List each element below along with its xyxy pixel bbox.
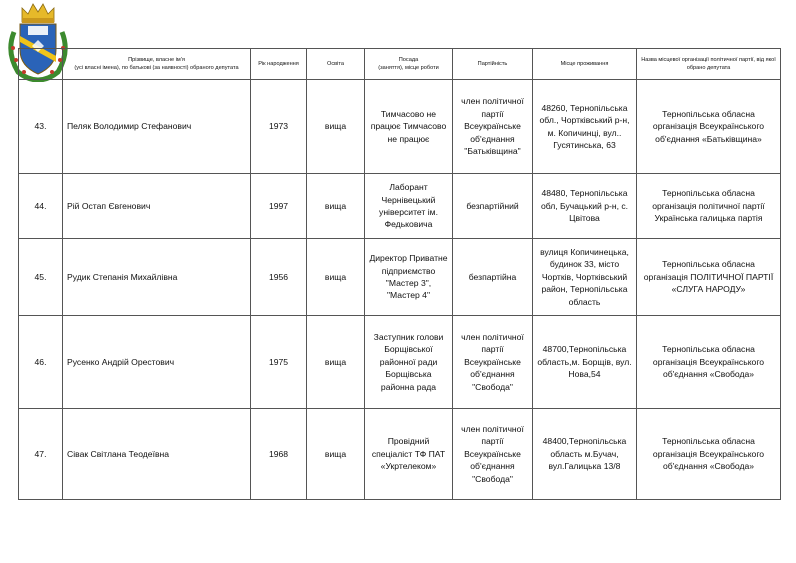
party-organization: Тернопільська обласна організація Всеукраїнського об'єднання «Свобода» bbox=[637, 316, 781, 409]
residence: 48700,Тернопільська область,м. Борщів, вул. Нова,54 bbox=[533, 316, 637, 409]
party-status: член політичної партії Всеукраїнське об'єднання "Свобода" bbox=[453, 316, 533, 409]
row-number: 43. bbox=[19, 80, 63, 174]
party-status: безпартійний bbox=[453, 174, 533, 239]
table-row bbox=[19, 80, 781, 174]
header-number bbox=[19, 49, 63, 80]
birth-year: 1997 bbox=[251, 174, 307, 239]
header-name: Прізвище, власне ім'я (усі власні імена), по батькові (за наявності) обраного депутата bbox=[63, 49, 251, 80]
table-row bbox=[19, 409, 781, 500]
position: Директор Приватне підприємство "Мастер 3", "Мастер 4" bbox=[365, 239, 453, 316]
table-row bbox=[19, 316, 781, 409]
education: вища bbox=[307, 239, 365, 316]
party-organization: Тернопільська обласна організація Всеукраїнського об'єднання «Свобода» bbox=[637, 409, 781, 500]
education: вища bbox=[307, 174, 365, 239]
header-residence: Місце проживання bbox=[533, 49, 637, 80]
party-organization: Тернопільська обласна організація політичної партії Українська галицька партія bbox=[637, 174, 781, 239]
party-organization: Тернопільська обласна організація Всеукраїнського об'єднання «Батьківщина» bbox=[637, 80, 781, 174]
residence: вулиця Копичинецька, будинок 33, місто Чортків, Чортківський район, Тернопільська область bbox=[533, 239, 637, 316]
row-number: 47. bbox=[19, 409, 63, 500]
table-row bbox=[19, 239, 781, 316]
party-status: член політичної партії Всеукраїнське об'єднання "Батьківщина" bbox=[453, 80, 533, 174]
residence: 48480, Тернопільська обл, Бучацький р-н, с. Цвітова bbox=[533, 174, 637, 239]
birth-year: 1956 bbox=[251, 239, 307, 316]
party-organization: Тернопільська обласна організація ПОЛІТИЧНОЇ ПАРТІЇ «СЛУГА НАРОДУ» bbox=[637, 239, 781, 316]
deputy-name: Рій Остап Євгенович bbox=[63, 174, 251, 239]
position: Тимчасово не працює Тимчасово не працює bbox=[365, 80, 453, 174]
birth-year: 1975 bbox=[251, 316, 307, 409]
row-number: 45. bbox=[19, 239, 63, 316]
deputy-name: Русенко Андрій Орестович bbox=[63, 316, 251, 409]
deputy-name: Пеляк Володимир Стефанович bbox=[63, 80, 251, 174]
deputies-table bbox=[18, 48, 781, 500]
party-status: безпартійна bbox=[453, 239, 533, 316]
header-birth-year: Рік народження bbox=[251, 49, 307, 80]
row-number: 46. bbox=[19, 316, 63, 409]
deputy-name: Рудик Степанія Михайлівна bbox=[63, 239, 251, 316]
header-position: Посада (заняття), місце роботи bbox=[365, 49, 453, 80]
education: вища bbox=[307, 316, 365, 409]
row-number: 44. bbox=[19, 174, 63, 239]
residence: 48400,Тернопільська область м.Бучач, вул.Галицька 13/8 bbox=[533, 409, 637, 500]
education: вища bbox=[307, 409, 365, 500]
header-education: Освіта bbox=[307, 49, 365, 80]
table-row bbox=[19, 174, 781, 239]
table-header-row bbox=[19, 49, 781, 80]
position: Провідний спеціаліст ТФ ПАТ «Укртелеком» bbox=[365, 409, 453, 500]
education: вища bbox=[307, 80, 365, 174]
deputy-name: Сівак Світлана Теодеївна bbox=[63, 409, 251, 500]
header-party-status: Партійність bbox=[453, 49, 533, 80]
residence: 48260, Тернопільська обл., Чортківський р-н, м. Копичинці, вул.. Гусятинська, 63 bbox=[533, 80, 637, 174]
position: Заступник голови Борщівської районної ради Борщівська районна рада bbox=[365, 316, 453, 409]
position: Лаборант Чернівецький університет ім. Федьковича bbox=[365, 174, 453, 239]
birth-year: 1973 bbox=[251, 80, 307, 174]
party-status: член політичної партії Всеукраїнське об'єднання "Свобода" bbox=[453, 409, 533, 500]
birth-year: 1968 bbox=[251, 409, 307, 500]
header-organization: Назва місцевої організації політичної партії, від якої обрано депутата bbox=[637, 49, 781, 80]
